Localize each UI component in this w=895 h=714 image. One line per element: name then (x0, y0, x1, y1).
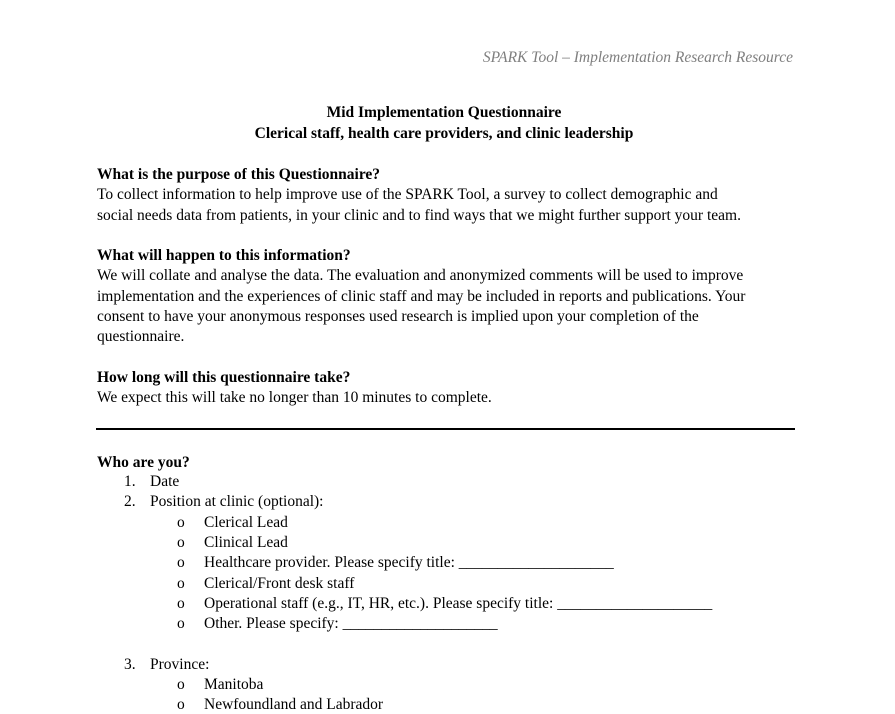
option-bullet: o (177, 534, 185, 551)
option-bullet: o (177, 595, 185, 612)
who-heading: Who are you? (97, 454, 190, 471)
option-bullet: o (177, 514, 185, 531)
question-number: 1. (124, 473, 136, 490)
happen-heading: What will happen to this information? (97, 247, 351, 264)
question-position: Position at clinic (optional): (150, 493, 324, 510)
option-clerical-lead: Clerical Lead (204, 514, 288, 531)
duration-text: We expect this will take no longer than 10 minutes to complete. (97, 389, 492, 406)
purpose-heading: What is the purpose of this Questionnaire? (97, 166, 381, 183)
document-title: Mid Implementation Questionnaire (326, 104, 562, 121)
document-header: SPARK Tool – Implementation Research Resource (482, 49, 793, 66)
option-bullet: o (177, 615, 185, 632)
happen-line-2: implementation and the experiences of clinic staff and may be included in reports and publications. Your (97, 288, 746, 305)
option-clinical-lead: Clinical Lead (204, 534, 288, 551)
option-healthcare-provider: Healthcare provider. Please specify title: ____________________ (204, 554, 614, 571)
question-date: Date (150, 473, 180, 490)
question-province: Province: (150, 656, 210, 673)
happen-line-1: We will collate and analyse the data. The evaluation and anonymized comments will be used to improve (97, 267, 744, 284)
happen-line-3: consent to have your anonymous responses used research is implied upon your completion of the (97, 308, 699, 325)
purpose-line-2: social needs data from patients, in your clinic and to find ways that we might further support your team. (97, 207, 741, 224)
option-bullet: o (177, 575, 185, 592)
option-bullet: o (177, 676, 185, 693)
option-manitoba: Manitoba (204, 676, 264, 693)
duration-heading: How long will this questionnaire take? (97, 369, 351, 386)
purpose-line-1: To collect information to help improve use of the SPARK Tool, a survey to collect demographic and (97, 186, 718, 203)
happen-line-4: questionnaire. (97, 328, 185, 345)
option-bullet: o (177, 554, 185, 571)
option-other: Other. Please specify: ____________________ (204, 615, 498, 632)
option-newfoundland: Newfoundland and Labrador (204, 696, 384, 713)
question-number: 3. (124, 656, 136, 673)
question-number: 2. (124, 493, 136, 510)
section-divider (96, 428, 795, 430)
option-operational-staff: Operational staff (e.g., IT, HR, etc.). Please specify title: ____________________ (204, 595, 713, 612)
option-bullet: o (177, 696, 185, 713)
option-front-desk-staff: Clerical/Front desk staff (204, 575, 355, 592)
document-subtitle: Clerical staff, health care providers, and clinic leadership (254, 125, 634, 142)
